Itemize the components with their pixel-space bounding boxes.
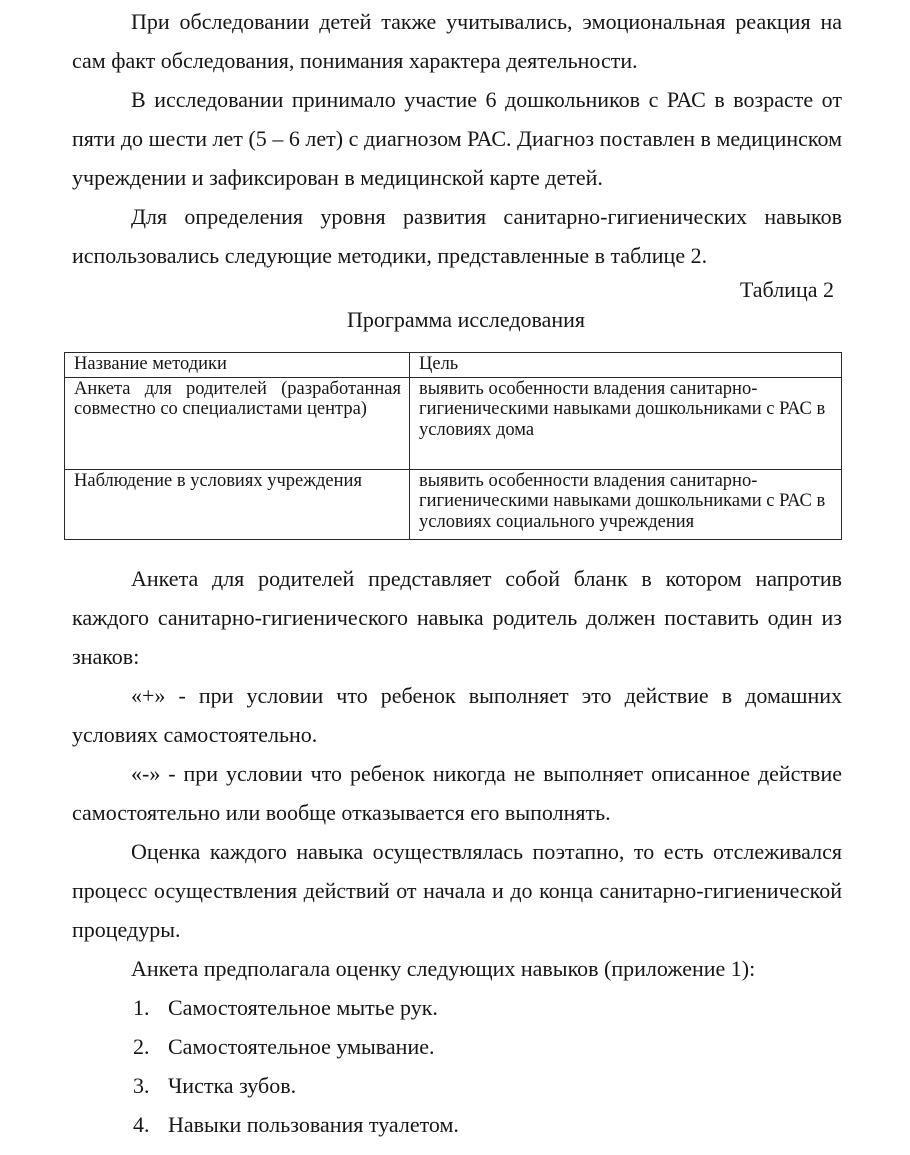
skills-numbered-list <box>64 988 842 1144</box>
paragraph-minus-sign-rule: «-» - при условии что ребенок никогда не выполняет описанное действие самостоятельно или вообще отказывается его выполнять. <box>72 760 842 825</box>
paragraph-assessment-process: Оценка каждого навыка осуществлялась поэтапно, то есть отслеживался процесс осуществления действий от начала и до конца санитарно-гигиенической процедуры. <box>72 838 842 942</box>
list-item-text: Навыки пользования туалетом. <box>168 1111 459 1137</box>
table-row <box>65 377 842 469</box>
table-row <box>65 469 842 539</box>
table-caption-number: Таблица 2 <box>739 277 834 302</box>
list-item-number: 2. <box>133 1033 150 1059</box>
paragraph-methods-intro: Для определения уровня развития санитарно-гигиенических навыков использовались следующие методики, представленные в таблице 2. <box>72 204 842 268</box>
table-header-row <box>65 353 842 378</box>
list-item <box>64 1027 842 1066</box>
header-cell-goal: Цель <box>410 353 842 378</box>
list-item-number: 1. <box>133 994 150 1020</box>
list-item-text: Самостоятельное мытье рук. <box>168 994 438 1020</box>
paragraph-list-intro: Анкета предполагала оценку следующих навыков (приложение 1): <box>131 955 756 981</box>
paragraph-observation-notes: При обследовании детей также учитывались, эмоциональная реакция на сам факт обследования, понимания характера деятельности. <box>72 9 842 73</box>
list-item <box>64 1105 842 1144</box>
list-item-number: 4. <box>133 1111 150 1137</box>
research-program-table <box>64 352 842 540</box>
goal-cell: выявить особенности владения санитарно-гигиеническими навыками дошкольниками с РАС в условиях социального учреждения <box>410 469 842 539</box>
list-item <box>64 1066 842 1105</box>
paragraph-plus-sign-rule: «+» - при условии что ребенок выполняет это действие в домашних условиях самостоятельно. <box>72 682 842 747</box>
table-caption-title: Программа исследования <box>346 307 586 332</box>
list-item-text: Самостоятельное умывание. <box>168 1033 435 1059</box>
method-name-cell: Наблюдение в условиях учреждения <box>65 469 410 539</box>
method-name-cell: Анкета для родителей (разработанная совместно со специалистами центра) <box>65 377 410 469</box>
paragraph-participants: В исследовании принимало участие 6 дошкольников с РАС в возрасте от пяти до шести лет (5 – 6 лет) с диагнозом РАС. Диагноз поставлен в медицинском учреждении и зафиксирован в медицинской карте детей. <box>72 87 842 190</box>
list-item-text: Чистка зубов. <box>168 1072 297 1098</box>
list-item-number: 3. <box>133 1072 150 1098</box>
goal-cell: выявить особенности владения санитарно-гигиеническими навыками дошкольниками с РАС в условиях дома <box>410 377 842 469</box>
paragraph-questionnaire-description: Анкета для родителей представляет собой бланк в котором напротив каждого санитарно-гигиенического навыка родитель должен поставить один из знаков: <box>72 565 842 669</box>
list-item <box>64 988 842 1027</box>
header-cell-method-name: Название методики <box>65 353 410 378</box>
